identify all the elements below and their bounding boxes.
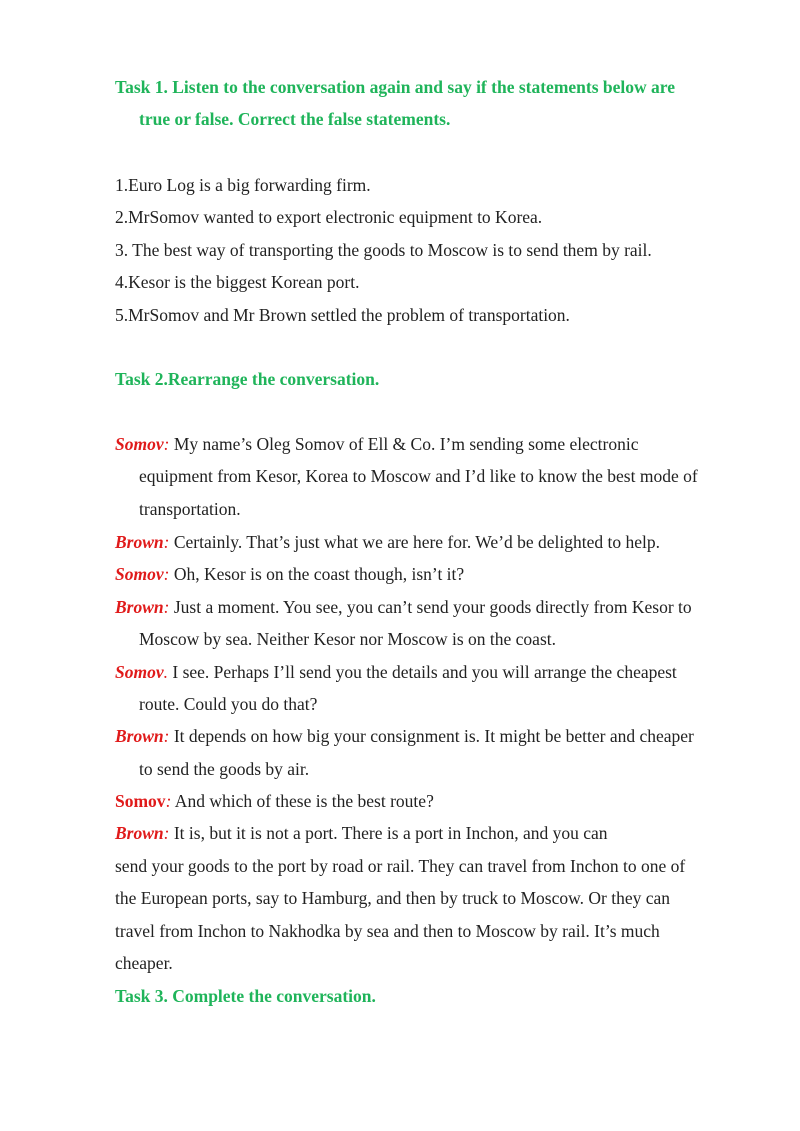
dialogue-turn-7	[115, 790, 434, 812]
speaker-separator: :	[163, 532, 170, 552]
speaker-name: Brown	[115, 726, 164, 746]
dialogue-text: route. Could you do that?	[139, 694, 318, 714]
speaker-name: Somov	[115, 564, 164, 584]
dialogue-turn-6	[115, 725, 694, 747]
speaker-name: Brown	[115, 532, 164, 552]
task2-heading: Task 2.Rearrange the conversation.	[115, 369, 380, 389]
speaker-name: Somov	[115, 434, 164, 454]
speaker-separator: :	[163, 434, 170, 454]
dialogue-turn-1	[115, 433, 638, 455]
speaker-separator: .	[163, 662, 168, 682]
dialogue-turn-3	[115, 563, 464, 585]
task3-heading: Task 3. Complete the conversation.	[115, 986, 376, 1006]
statement-2: 2.MrSomov wanted to export electronic equipment to Korea.	[115, 207, 543, 227]
statement-3: 3. The best way of transporting the goods to Moscow is to send them by rail.	[115, 240, 652, 260]
speaker-name: Brown	[115, 597, 164, 617]
task1-heading-line1: Task 1. Listen to the conversation again and say if the statements below are	[115, 77, 676, 97]
dialogue-text: It depends on how big your consignment is. It might be better and cheaper	[169, 726, 694, 746]
task1-heading-line2: true or false. Correct the false statements.	[139, 109, 451, 129]
statement-1: 1.Euro Log is a big forwarding firm.	[115, 175, 371, 195]
speaker-separator: :	[163, 564, 170, 584]
dialogue-text: travel from Inchon to Nakhodka by sea and then to Moscow by rail. It’s much	[115, 921, 660, 941]
dialogue-text: It is, but it is not a port. There is a port in Inchon, and you can	[169, 823, 608, 843]
dialogue-turn-2	[115, 531, 660, 553]
speaker-separator: :	[163, 597, 170, 617]
dialogue-text: cheaper.	[115, 953, 173, 973]
dialogue-text: the European ports, say to Hamburg, and then by truck to Moscow. Or they can	[115, 888, 671, 908]
dialogue-text: send your goods to the port by road or rail. They can travel from Inchon to one of	[115, 856, 686, 876]
dialogue-text: transportation.	[139, 499, 241, 519]
dialogue-text: Just a moment. You see, you can’t send your goods directly from Kesor to	[169, 597, 692, 617]
speaker-separator: :	[163, 823, 170, 843]
dialogue-turn-5	[115, 661, 677, 683]
dialogue-text: Oh, Kesor is on the coast though, isn’t it?	[169, 564, 465, 584]
dialogue-turn-8	[115, 822, 608, 844]
dialogue-text: Moscow by sea. Neither Kesor nor Moscow is on the coast.	[139, 629, 557, 649]
speaker-name: Somov	[115, 791, 166, 811]
statement-5: 5.MrSomov and Mr Brown settled the problem of transportation.	[115, 305, 570, 325]
speaker-name: Somov	[115, 662, 164, 682]
dialogue-text: to send the goods by air.	[139, 759, 310, 779]
speaker-separator: :	[163, 726, 170, 746]
dialogue-text: Certainly. That’s just what we are here for. We’d be delighted to help.	[169, 532, 661, 552]
dialogue-text: I see. Perhaps I’ll send you the details and you will arrange the cheapest	[168, 662, 677, 682]
dialogue-text: My name’s Oleg Somov of Ell & Co. I’m sending some electronic	[169, 434, 639, 454]
speaker-separator: :	[165, 791, 172, 811]
speaker-name: Brown	[115, 823, 164, 843]
dialogue-turn-4	[115, 596, 692, 618]
dialogue-text: equipment from Kesor, Korea to Moscow and I’d like to know the best mode of	[139, 466, 698, 486]
dialogue-text: And which of these is the best route?	[171, 791, 434, 811]
statement-4: 4.Kesor is the biggest Korean port.	[115, 272, 360, 292]
